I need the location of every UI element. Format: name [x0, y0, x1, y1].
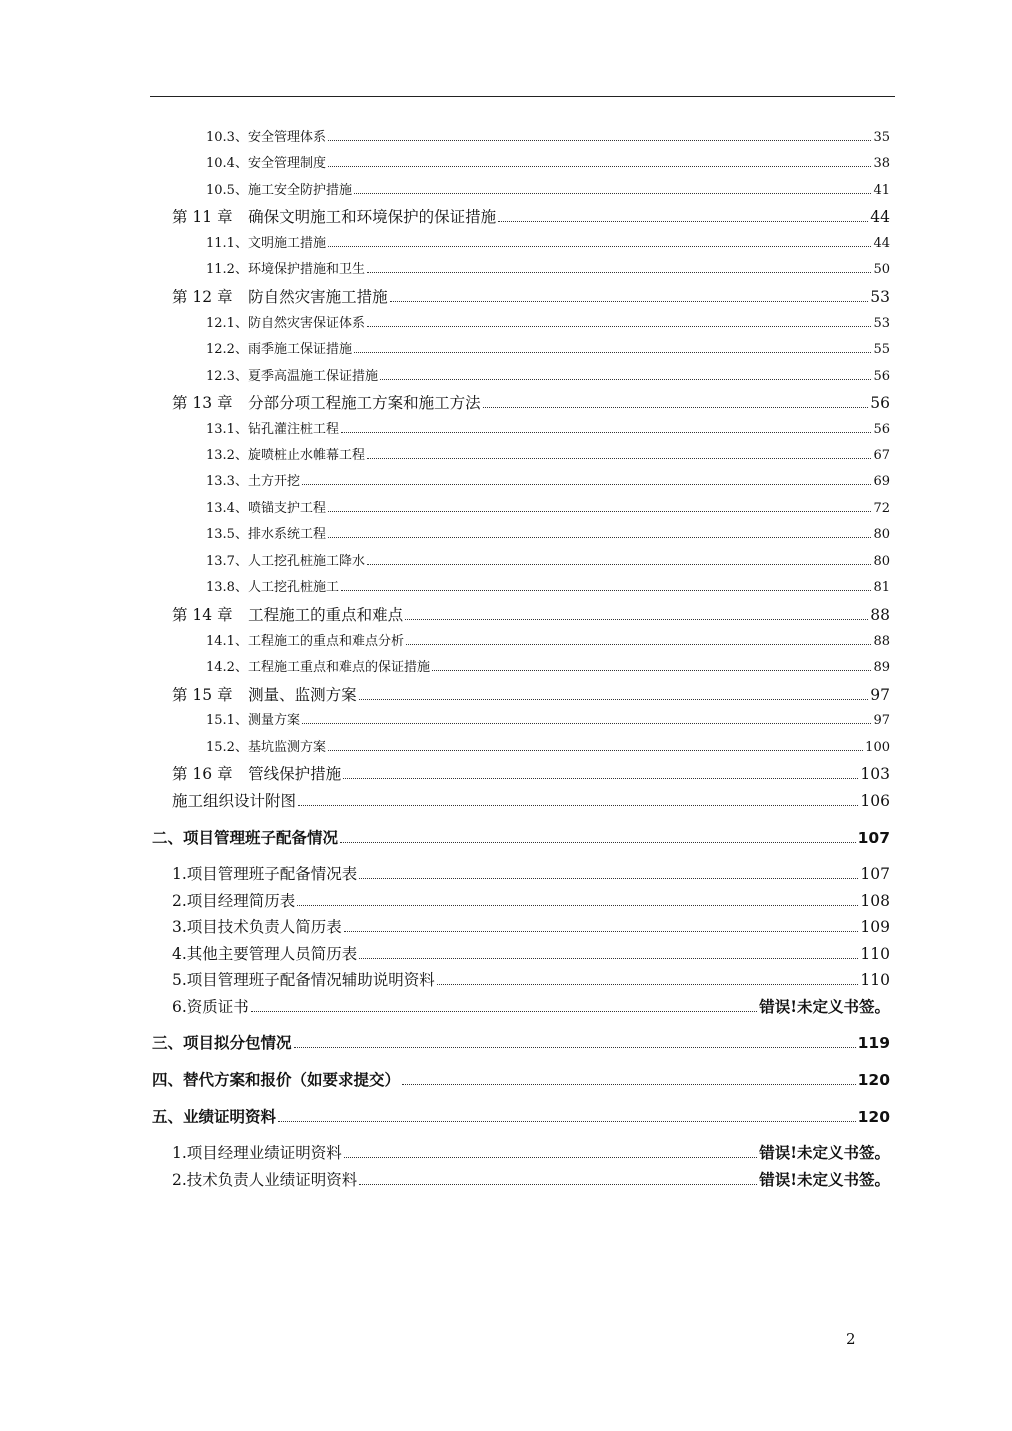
page-number: 2 — [846, 1330, 856, 1348]
toc-entry-page: 56 — [873, 369, 890, 384]
dot-leader — [405, 604, 868, 620]
dot-leader — [251, 996, 757, 1012]
toc-entry-title: 10.5、施工安全防护措施 — [206, 183, 352, 198]
toc-entry[interactable] — [206, 312, 890, 331]
toc-entry-title: 施工组织设计附图 — [172, 792, 297, 810]
dot-leader — [344, 916, 859, 932]
toc-entry-title: 第 11 章 确保文明施工和环境保护的保证措施 — [172, 208, 497, 226]
dot-leader — [341, 420, 872, 433]
dot-leader — [328, 128, 872, 141]
toc-entry[interactable] — [172, 1168, 890, 1190]
toc-entry[interactable] — [206, 152, 890, 171]
toc-entry[interactable] — [206, 338, 890, 357]
toc-entry-title: 12.1、防自然灾害保证体系 — [206, 316, 365, 331]
toc-entry[interactable] — [206, 126, 890, 145]
toc-entry-title: 第 13 章 分部分项工程施工方案和施工方法 — [172, 394, 481, 412]
dot-leader — [367, 446, 872, 459]
toc-entry-page: 错误!未定义书签。 — [759, 1170, 890, 1189]
toc-entry-page: 错误!未定义书签。 — [759, 1143, 890, 1162]
toc-entry-page: 107 — [857, 829, 890, 847]
toc-entry[interactable] — [172, 968, 890, 990]
toc-entry-title: 12.3、夏季高温施工保证措施 — [206, 369, 378, 384]
toc-entry-page: 35 — [873, 130, 890, 145]
dot-leader — [483, 392, 869, 408]
toc-entry-page: 110 — [860, 971, 890, 989]
dot-leader — [437, 969, 859, 985]
toc-entry-page: 103 — [860, 765, 890, 783]
toc-entry-title: 11.1、文明施工措施 — [206, 236, 326, 251]
toc-entry-title: 12.2、雨季施工保证措施 — [206, 342, 352, 357]
dot-leader — [390, 286, 869, 302]
toc-entry-page: 109 — [860, 918, 890, 936]
toc-entry-title: 15.1、测量方案 — [206, 713, 300, 728]
toc-entry-title: 10.4、安全管理制度 — [206, 156, 326, 171]
toc-entry-title: 第 12 章 防自然灾害施工措施 — [172, 288, 388, 306]
toc-entry-title: 11.2、环境保护措施和卫生 — [206, 262, 365, 277]
dot-leader — [298, 790, 858, 806]
dot-leader — [302, 472, 872, 485]
toc-entry[interactable] — [172, 762, 890, 784]
toc-entry-title: 13.8、人工挖孔桩施工 — [206, 580, 339, 595]
dot-leader — [359, 943, 858, 959]
toc-entry-title: 14.2、工程施工重点和难点的保证措施 — [206, 660, 430, 675]
dot-leader — [380, 367, 872, 380]
toc-entry[interactable] — [206, 523, 890, 542]
toc-entry-page: 53 — [873, 316, 890, 331]
toc-entry-title: 6.资质证书 — [172, 998, 249, 1016]
toc-entry[interactable] — [172, 942, 890, 964]
dot-leader — [341, 578, 872, 591]
toc-entry[interactable] — [206, 444, 890, 463]
toc-entry-title: 1.项目管理班子配备情况表 — [172, 865, 358, 883]
dot-leader — [297, 890, 858, 906]
dot-leader — [354, 181, 872, 194]
toc-entry[interactable] — [152, 1031, 890, 1053]
dot-leader — [343, 763, 858, 779]
toc-entry[interactable] — [152, 826, 890, 848]
dot-leader — [328, 154, 872, 167]
dot-leader — [367, 260, 872, 273]
toc-entry-title: 3.项目技术负责人简历表 — [172, 918, 342, 936]
toc-entry-title: 三、项目拟分包情况 — [152, 1033, 292, 1052]
toc-entry[interactable] — [206, 736, 890, 755]
toc-entry-title: 1.项目经理业绩证明资料 — [172, 1144, 342, 1162]
toc-entry[interactable] — [172, 205, 890, 227]
toc-entry-page: 120 — [857, 1071, 890, 1089]
toc-entry[interactable] — [206, 576, 890, 595]
toc-entry-title: 5.项目管理班子配备情况辅助说明资料 — [172, 971, 435, 989]
toc-entry-page: 107 — [860, 865, 890, 883]
dot-leader — [359, 1169, 757, 1185]
toc-entry[interactable] — [152, 1105, 890, 1127]
toc-entry-title: 13.3、土方开挖 — [206, 474, 300, 489]
toc-entry-title: 13.1、钻孔灌注桩工程 — [206, 422, 339, 437]
toc-entry-title: 13.5、排水系统工程 — [206, 527, 326, 542]
dot-leader — [344, 1142, 757, 1158]
dot-leader — [367, 314, 872, 327]
toc-entry-title: 14.1、工程施工的重点和难点分析 — [206, 634, 404, 649]
toc-entry-page: 50 — [873, 262, 890, 277]
dot-leader — [328, 525, 872, 538]
toc-entry[interactable] — [206, 656, 890, 675]
toc-entry-title: 第 14 章 工程施工的重点和难点 — [172, 606, 404, 624]
toc-entry-title: 13.4、喷锚支护工程 — [206, 501, 326, 516]
toc-entry-page: 89 — [873, 660, 890, 675]
dot-leader — [359, 863, 858, 879]
toc-entry-page: 错误!未定义书签。 — [759, 997, 890, 1016]
toc-entry[interactable] — [172, 915, 890, 937]
toc-entry-page: 41 — [873, 183, 890, 198]
toc-entry-page: 44 — [873, 236, 890, 251]
dot-leader — [278, 1106, 856, 1122]
dot-leader — [302, 711, 872, 724]
toc-entry-title: 15.2、基坑监测方案 — [206, 740, 326, 755]
toc-entry-title: 2.项目经理简历表 — [172, 892, 296, 910]
toc-entry-page: 44 — [870, 208, 890, 226]
toc-entry-page: 72 — [873, 501, 890, 516]
dot-leader — [359, 684, 869, 700]
toc-entry-title: 第 15 章 测量、监测方案 — [172, 686, 357, 704]
toc-entry-page: 108 — [860, 892, 890, 910]
dot-leader — [367, 552, 872, 565]
dot-leader — [354, 340, 872, 353]
toc-entry[interactable] — [172, 683, 890, 705]
toc-entry-page: 53 — [870, 288, 890, 306]
toc-entry[interactable] — [172, 862, 890, 884]
toc-entry-page: 80 — [873, 554, 890, 569]
toc-entry-title: 五、业绩证明资料 — [152, 1107, 277, 1126]
toc-entry[interactable] — [172, 603, 890, 625]
dot-leader — [498, 206, 868, 222]
toc-entry[interactable] — [206, 179, 890, 198]
dot-leader — [406, 632, 872, 645]
toc-entry-page: 56 — [873, 422, 890, 437]
dot-leader — [328, 738, 863, 751]
toc-entry[interactable] — [206, 365, 890, 384]
toc-entry-title: 二、项目管理班子配备情况 — [152, 828, 339, 847]
toc-entry-page: 97 — [870, 686, 890, 704]
toc-entry-page: 38 — [873, 156, 890, 171]
toc-entry-title: 四、替代方案和报价（如要求提交） — [152, 1070, 401, 1089]
toc-entry[interactable] — [172, 889, 890, 911]
toc-entry-page: 120 — [857, 1108, 890, 1126]
toc-entry[interactable] — [172, 1141, 890, 1163]
toc-entry-page: 110 — [860, 945, 890, 963]
dot-leader — [328, 234, 872, 247]
toc-entry-title: 4.其他主要管理人员简历表 — [172, 945, 358, 963]
toc-entry-page: 88 — [873, 634, 890, 649]
toc-entry[interactable] — [206, 470, 890, 489]
toc-entry[interactable] — [206, 550, 890, 569]
toc-entry[interactable] — [172, 789, 890, 811]
toc-entry[interactable] — [206, 258, 890, 277]
toc-entry-title: 13.2、旋喷桩止水帷幕工程 — [206, 448, 365, 463]
toc-entry[interactable] — [206, 709, 890, 728]
dot-leader — [294, 1032, 856, 1048]
toc-entry-page: 100 — [865, 740, 890, 755]
toc-entry-title: 13.7、人工挖孔桩施工降水 — [206, 554, 365, 569]
toc-entry-page: 81 — [873, 580, 890, 595]
toc-entry-title: 第 16 章 管线保护措施 — [172, 765, 342, 783]
dot-leader — [340, 827, 856, 843]
toc-entry[interactable] — [152, 1068, 890, 1090]
toc-entry-page: 88 — [870, 606, 890, 624]
toc-entry-page: 106 — [860, 792, 890, 810]
dot-leader — [432, 658, 872, 671]
dot-leader — [402, 1069, 856, 1085]
toc-entry[interactable] — [206, 630, 890, 649]
toc-entry-page: 119 — [857, 1034, 890, 1052]
toc-entry-title: 2.技术负责人业绩证明资料 — [172, 1171, 358, 1189]
toc-entry-page: 56 — [870, 394, 890, 412]
toc-entry[interactable] — [206, 418, 890, 437]
toc-entry[interactable] — [172, 285, 890, 307]
toc-entry[interactable] — [206, 497, 890, 516]
toc-entry-page: 69 — [873, 474, 890, 489]
toc-entry-page: 67 — [873, 448, 890, 463]
dot-leader — [328, 499, 872, 512]
toc-entry[interactable] — [172, 391, 890, 413]
toc-entry-page: 55 — [873, 342, 890, 357]
toc-entry-title: 10.3、安全管理体系 — [206, 130, 326, 145]
toc-entry-page: 80 — [873, 527, 890, 542]
toc-entry[interactable] — [206, 232, 890, 251]
toc-entry[interactable] — [172, 995, 890, 1017]
toc-entry-page: 97 — [873, 713, 890, 728]
